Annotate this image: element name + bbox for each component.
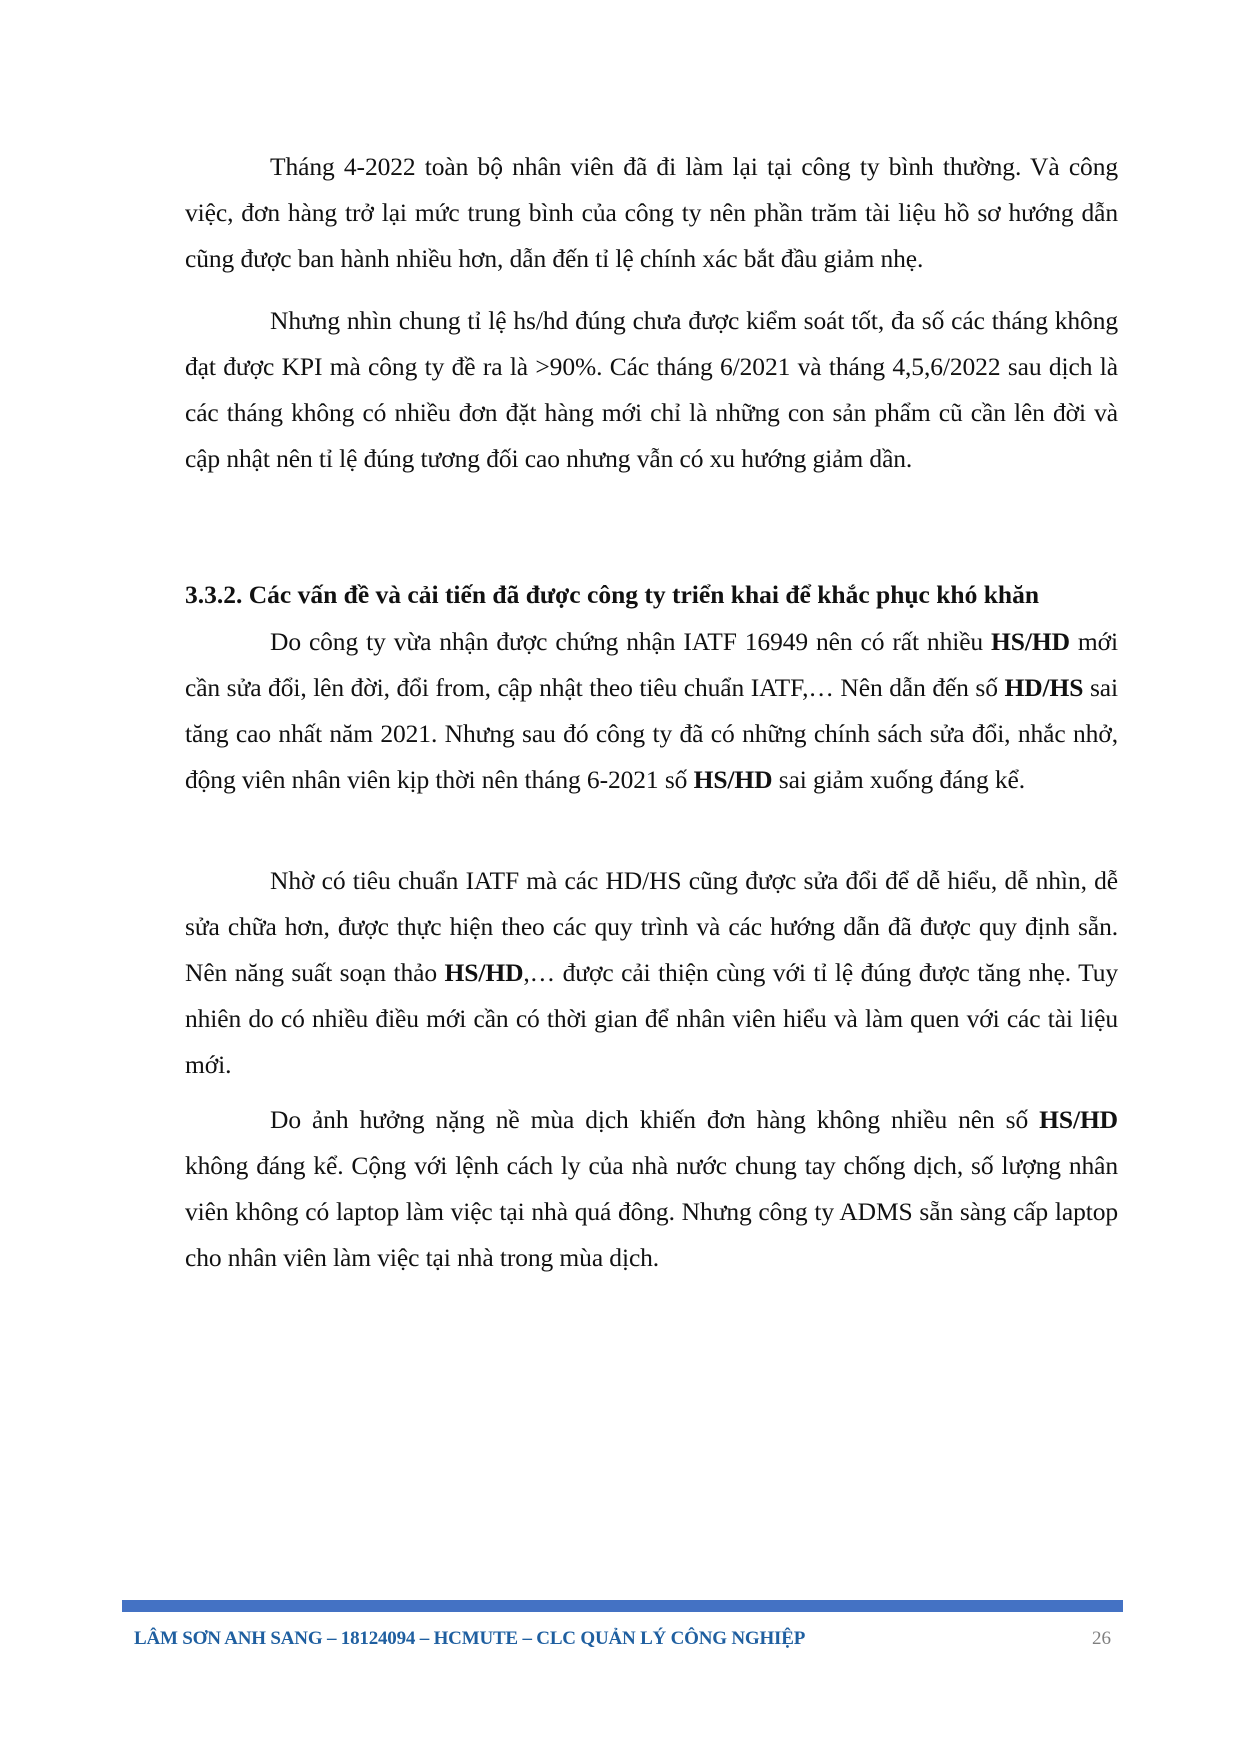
text-run: Nhờ có tiêu chuẩn IATF mà các HD/HS cũng được sửa đổi để dễ hiểu, dễ nhìn, dễ sửa chữa hơn, được thực hiện theo các quy trình và các hướng dẫn đã được quy định sẵn. Nên năng suất soạn thảo (185, 866, 1118, 987)
footer-divider-bar (122, 1600, 1123, 1612)
text-run: ,… được cải thiện cùng với tỉ lệ đúng được tăng nhẹ. Tuy nhiên do có nhiều điều mới cần có thời gian để nhân viên hiểu và làm quen với các tài liệu mới. (185, 958, 1119, 1079)
text-run: sai giảm xuống đáng kể. (772, 765, 1026, 794)
text-run: mới cần sửa đổi, lên đời, đổi from, cập nhật theo tiêu chuẩn IATF,… Nên dẫn đến số (185, 627, 1118, 702)
text-run: sai tăng cao nhất năm 2021. Nhưng sau đó công ty đã có những chính sách sửa đổi, nhắc nhở, động viên nhân viên kịp thời nên tháng 6-2021 số (185, 673, 1118, 794)
body-paragraph: Nhưng nhìn chung tỉ lệ hs/hd đúng chưa được kiểm soát tốt, đa số các tháng không đạt được KPI mà công ty đề ra là >90%. Các tháng 6/2021 và tháng 4,5,6/2022 sau dịch là các tháng không có nhiều đơn đặt hàng mới chỉ là những con sản phẩm cũ cần lên đời và cập nhật nên tỉ lệ đúng tương đối cao nhưng vẫn có xu hướng giảm dần. (185, 306, 1118, 473)
body-paragraph (185, 1097, 1118, 1281)
page-number: 26 (1092, 1628, 1111, 1649)
text-run: Do công ty vừa nhận được chứng nhận IATF 16949 nên có rất nhiều (270, 627, 992, 656)
emphasis-term: HS/HD (1039, 1105, 1118, 1134)
footer-author-line: LÂM SƠN ANH SANG – 18124094 – HCMUTE – CLC QUẢN LÝ CÔNG NGHIỆP (134, 1628, 806, 1649)
body-paragraph (185, 619, 1118, 803)
emphasis-term: HS/HD (991, 627, 1070, 656)
emphasis-term: HS/HD (693, 765, 773, 794)
section-heading: 3.3.2. Các vấn đề và cải tiến đã được công ty triển khai để khắc phục khó khăn (185, 580, 1040, 609)
text-run: không đáng kể. Cộng với lệnh cách ly của nhà nước chung tay chống dịch, số lượng nhân viên không có laptop làm việc tại nhà quá đông. Nhưng công ty ADMS sẵn sàng cấp laptop cho nhân viên làm việc tại nhà trong mùa dịch. (185, 1151, 1118, 1272)
body-paragraph: Tháng 4-2022 toàn bộ nhân viên đã đi làm lại tại công ty bình thường. Và công việc, đơn hàng trở lại mức trung bình của công ty nên phần trăm tài liệu hồ sơ hướng dẫn cũng được ban hành nhiều hơn, dẫn đến tỉ lệ chính xác bắt đầu giảm nhẹ. (185, 152, 1118, 273)
emphasis-term: HS/HD (444, 958, 524, 987)
text-run: Do ảnh hưởng nặng nề mùa dịch khiến đơn hàng không nhiều nên số (270, 1105, 1040, 1134)
emphasis-term: HD/HS (1004, 673, 1084, 702)
body-paragraph (185, 858, 1118, 1088)
